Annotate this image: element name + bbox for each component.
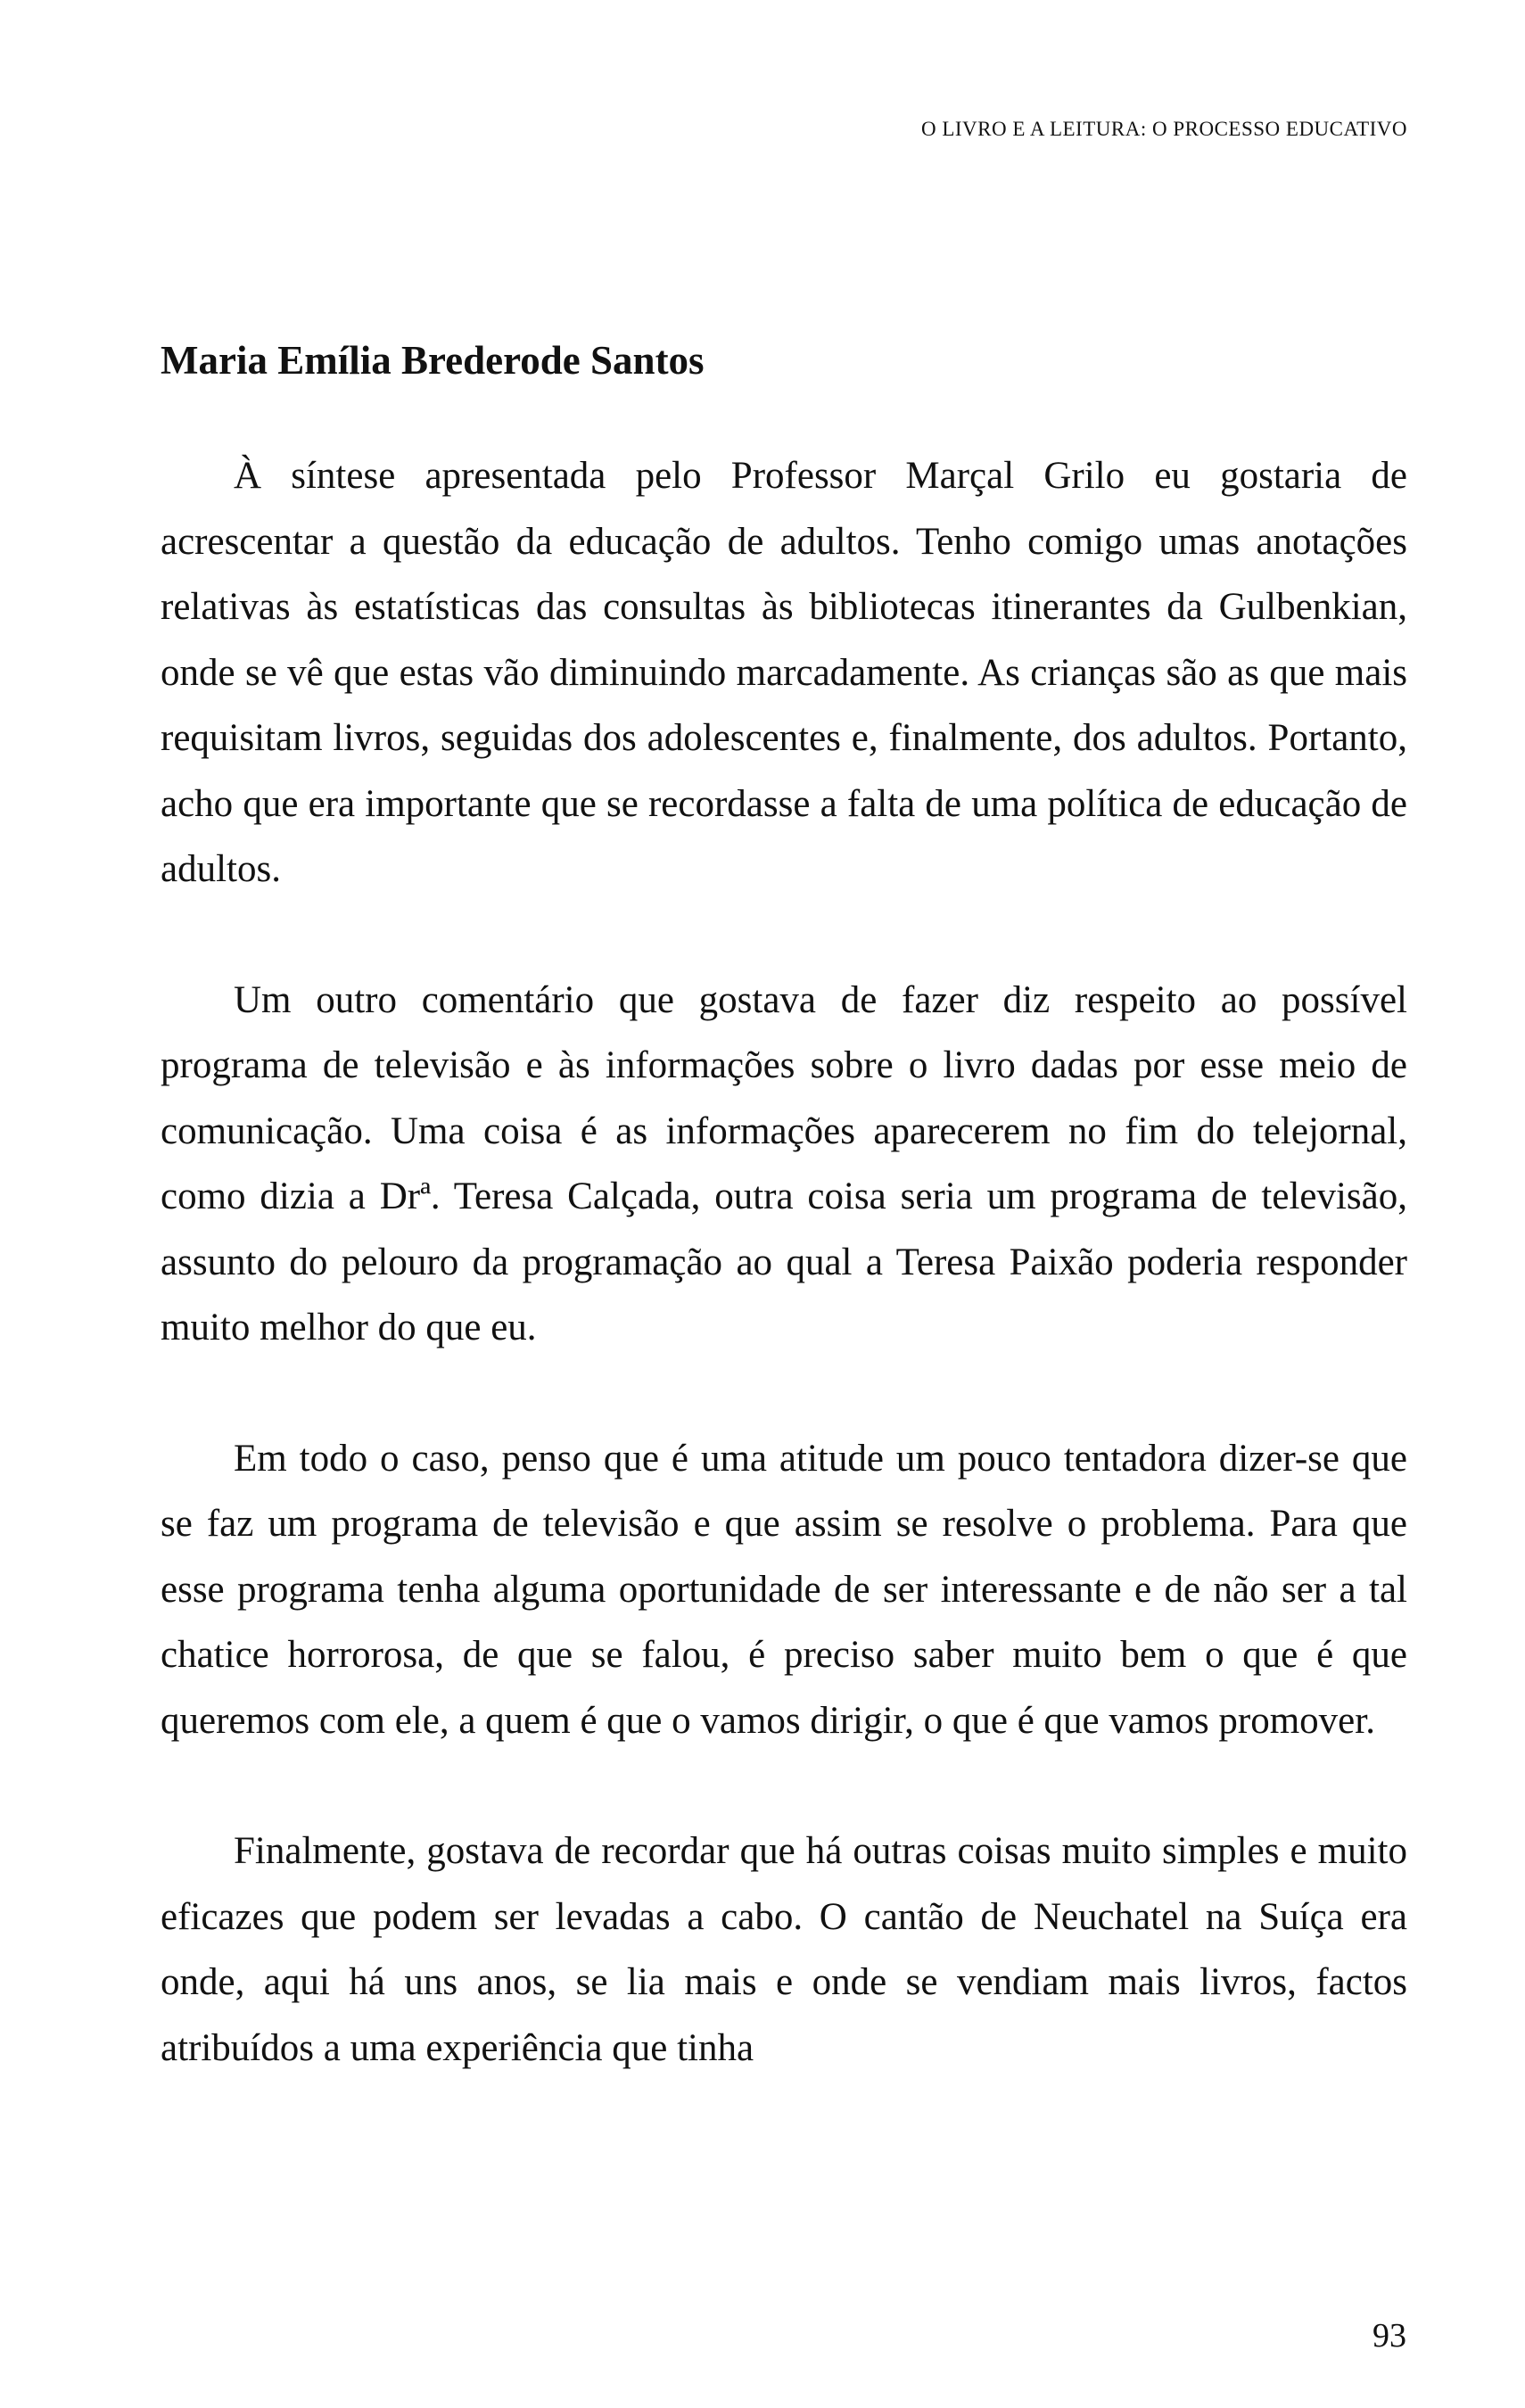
paragraph: Um outro comentário que gostava de fazer diz respeito ao possível programa de televisão e às informações sobre o livro dadas por esse meio de comunicação. Uma coisa é as informações aparecerem no fim do telejornal, como dizia a Drª. Teresa Calçada, outra coisa seria um programa de televisão, assunto do pelouro da programação ao qual a Teresa Paixão poderia responder muito melhor do que eu. bbox=[161, 978, 1407, 1348]
page-number: 93 bbox=[1372, 2317, 1406, 2354]
running-header: O LIVRO E A LEITURA: O PROCESSO EDUCATIVO bbox=[920, 118, 1407, 140]
paragraph: À síntese apresentada pelo Professor Marçal Grilo eu gostaria de acrescentar a questão da educação de adultos. Tenho comigo umas anotações relativas às estatísticas das consultas às bibliotecas itinerantes da Gulbenkian, onde se vê que estas vão diminuindo marcadamente. As crianças são as que mais requisitam livros, seguidas dos adolescentes e, finalmente, dos adultos. Portanto, acho que era importante que se recordasse a falta de uma política de educação de adultos. bbox=[161, 455, 1407, 890]
paragraph: Finalmente, gostava de recordar que há outras coisas muito simples e muito eficazes que podem ser levadas a cabo. O cantão de Neuchatel na Suíça era onde, aqui há uns anos, se lia mais e onde se vendiam mais livros, factos atribuídos a uma experiência que tinha bbox=[161, 1830, 1407, 2069]
paragraph: Em todo o caso, penso que é uma atitude um pouco tentadora dizer-se que se faz um programa de televisão e que assim se resolve o problema. Para que esse programa tenha alguma oportunidade de ser interessante e de não ser a tal chatice horrorosa, de que se falou, é preciso saber muito bem o que é que queremos com ele, a quem é que o vamos dirigir, o que é que vamos promover. bbox=[161, 1437, 1407, 1742]
article-body bbox=[161, 443, 1407, 2081]
author-heading: Maria Emília Brederode Santos bbox=[161, 338, 705, 383]
